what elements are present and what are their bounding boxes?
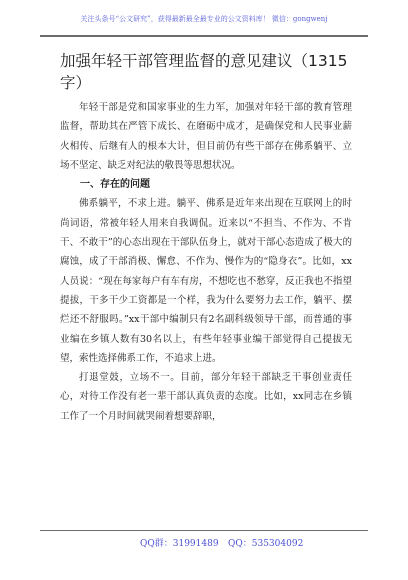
document-title: 加强年轻干部管理监督的意见建议（1315字） [60,52,348,92]
footer-qq: QQ：535304092 [228,539,304,549]
header-banner: 关注头条号“公文研究”，获得最新最全最专业的公文资料库！ 微信：gongwenj [80,15,328,23]
header-divider [40,35,368,37]
footer-divider [40,530,368,531]
paragraph-retreat: 打退堂鼓，立场不一。目前，部分年轻干部缺乏干事创业责任心，对待工作没有老一辈干部认真负责的态度。比如，xx同志在乡镇工作了一个月时间就哭闹着想要辞职， [60,372,352,422]
paragraph-lying-flat: 佛系躺平，不求上进。躺平、佛系是近年来出现在互联网上的时尚词语，常被年轻人用来自我调侃。近来以“不担当、不作为、不肯干、不敢干”的心态出现在干部队伍身上，就对干部心态造成了极大的腐蚀，成了干部消极、懈怠、不作为、慢作为的“隐身衣”。比如，xx人员说：“现在每家每户有车有房，不想吃也不愁穿，反正我也不指望提拔，干多干少工资都是一个样，我为什么要努力去工作，躺平、摆烂还不舒服吗。”xx干部中编制只有2名副科级领导干部，而普通的事业编在乡镇人数有30名以上，有些年轻事业编干部觉得自己提拔无望，索性选择佛系工作，不追求上进。 [60,198,352,364]
footer-qq-group: QQ群：31991489 [140,539,219,549]
intro-paragraph: 年轻干部是党和国家事业的生力军，加强对年轻干部的教育管理监督，帮助其在严管下成长、在磨砺中成才，是确保党和人民事业薪火相传、后继有人的根本大计，但目前仍有些干部存在佛系躺平、立场不坚定、缺乏对纪法的敬畏等思想状况。 [60,102,352,171]
document-body [60,98,352,426]
section-heading: 一、存在的问题 [80,179,150,191]
